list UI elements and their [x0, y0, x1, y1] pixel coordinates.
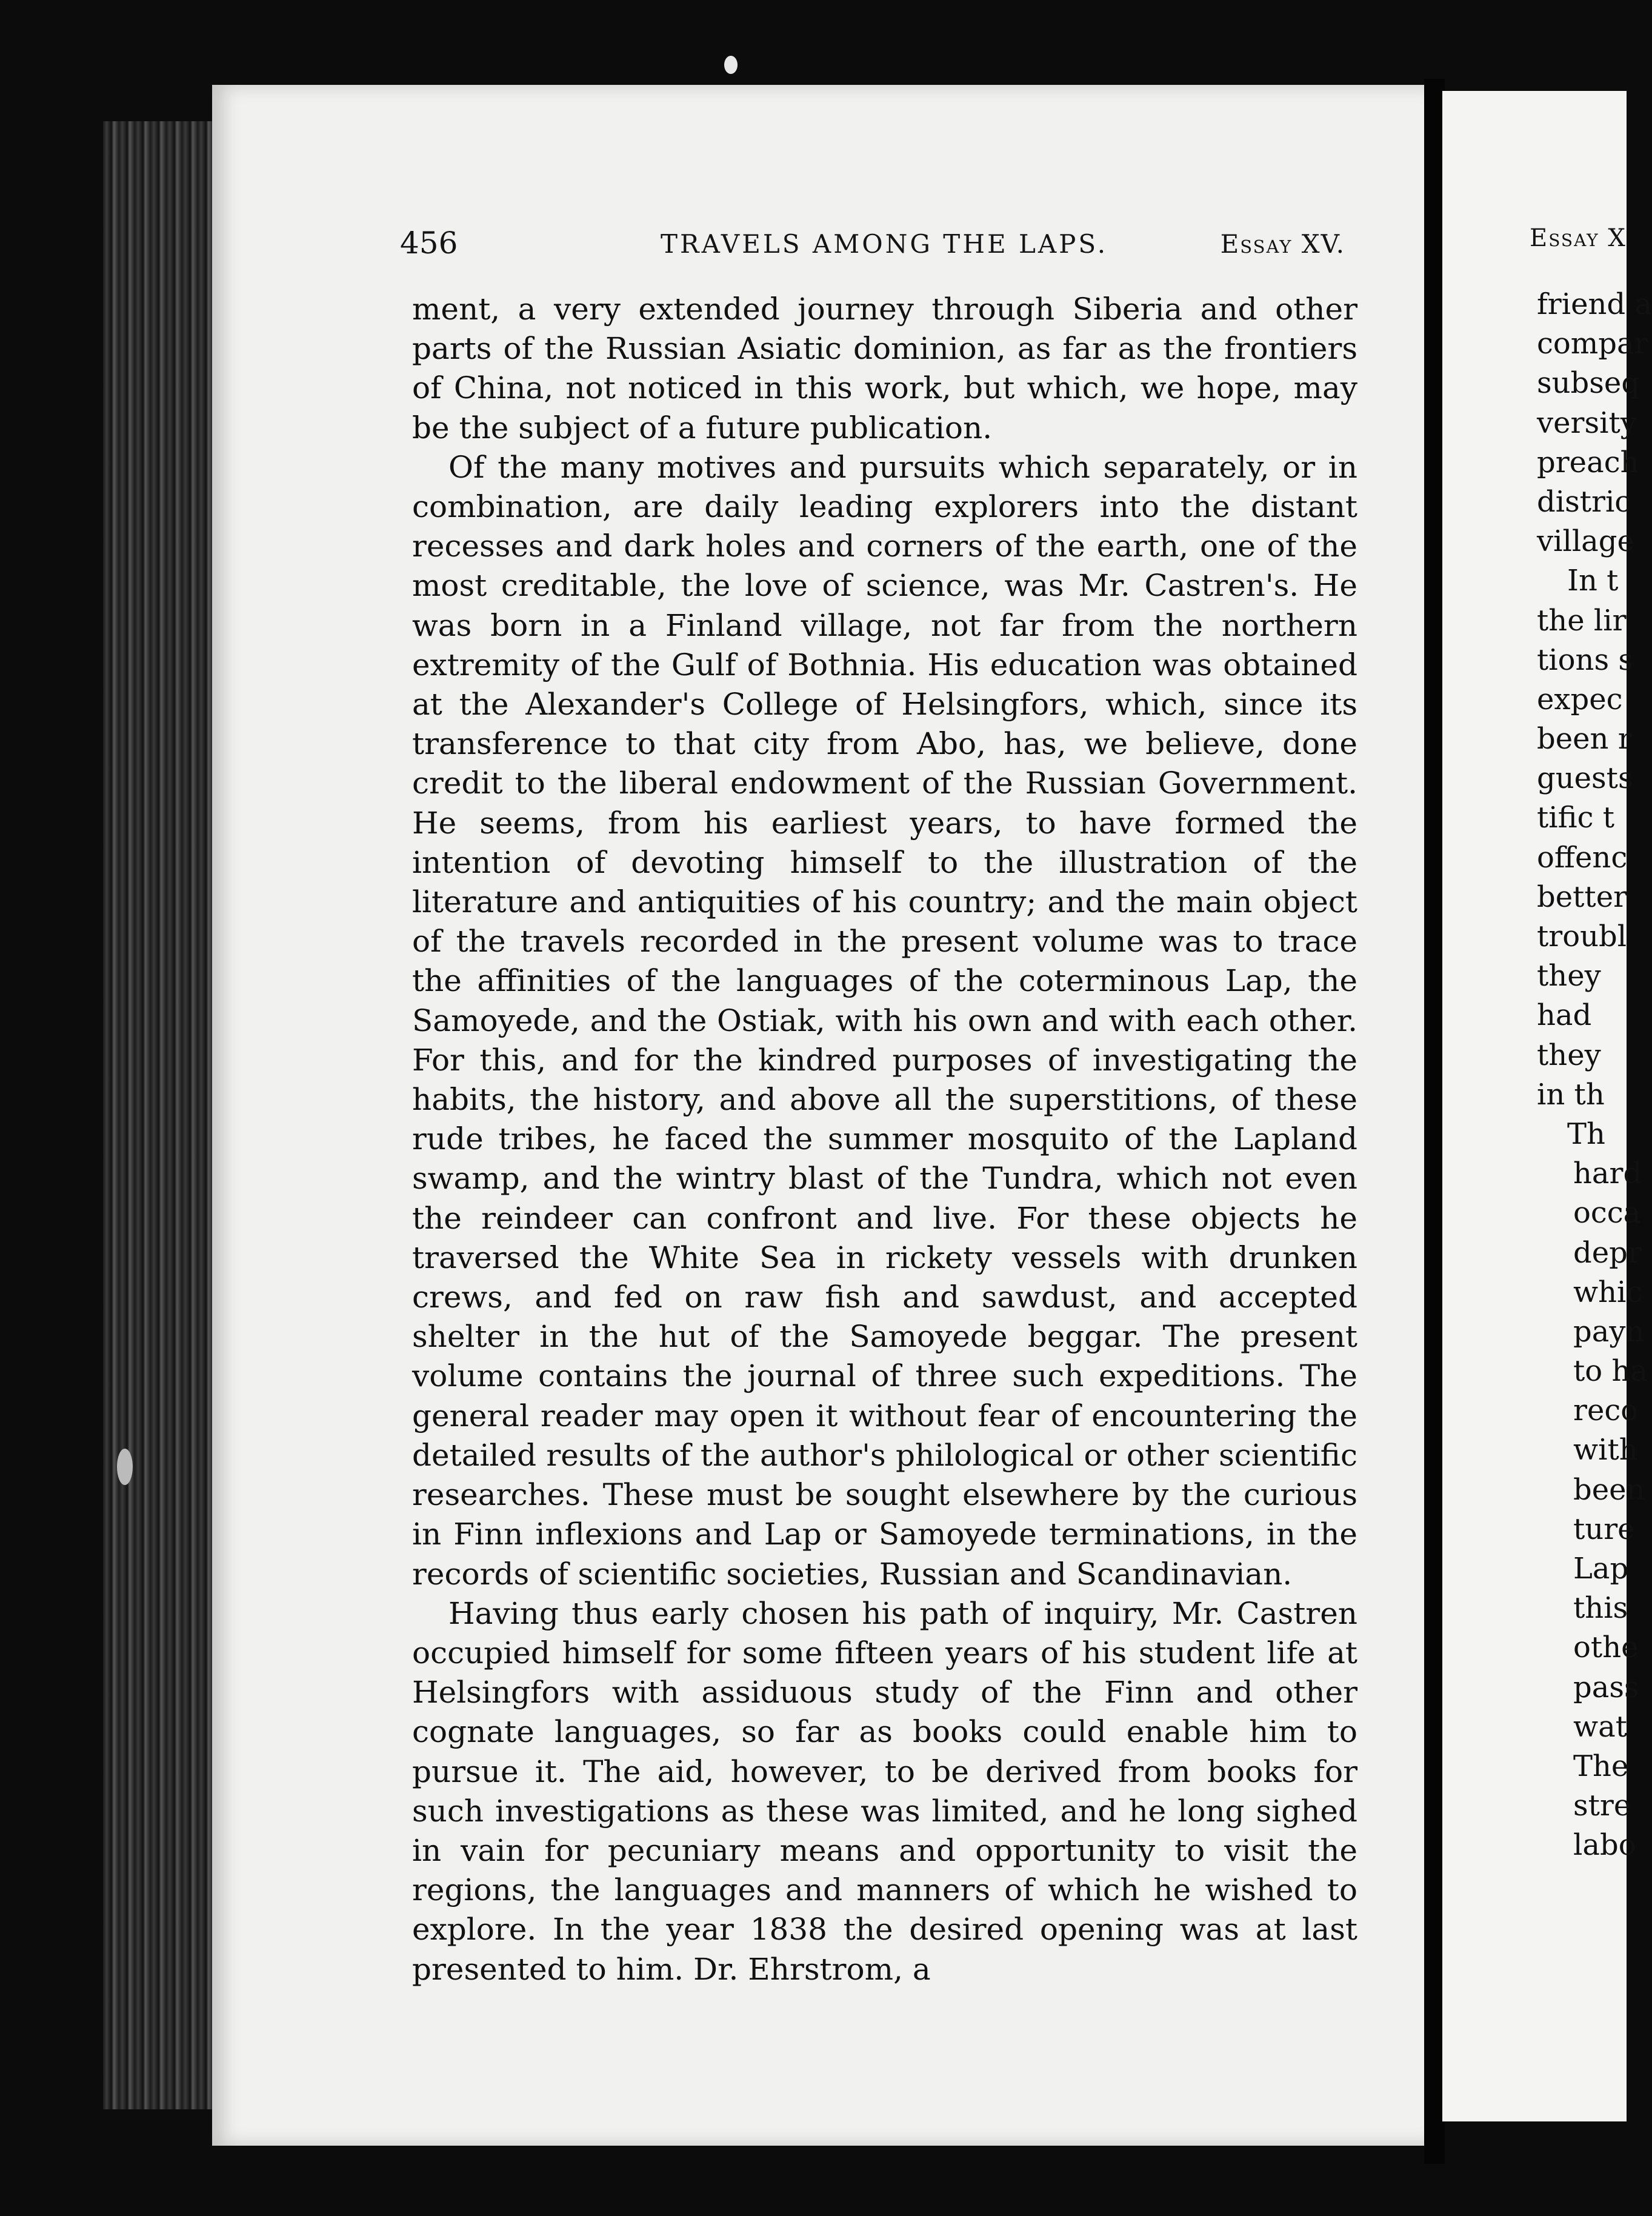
right-line: othe	[1573, 1630, 1639, 1665]
right-line: tions s	[1537, 642, 1633, 677]
right-line: tific t	[1537, 801, 1615, 835]
dust-speck	[724, 56, 738, 74]
right-line: village	[1537, 524, 1634, 559]
right-line: versity	[1537, 405, 1637, 440]
body-text	[412, 290, 1357, 1989]
right-line: they	[1537, 1038, 1601, 1072]
right-line: been	[1573, 1472, 1645, 1507]
right-line: pass	[1573, 1670, 1639, 1704]
binding-mark	[117, 1449, 133, 1485]
essay-label: Essay XV.	[1220, 229, 1345, 259]
paragraph-3: Having thus early chosen his path of inquiry, Mr. Castren occupied himself for some fifteen years of his student life at Helsingfors with assiduous study of the Finn and other cognate languages, so far as books could enable him to pursue it. The aid, however, to be derived from books for such investigations as these was limited, and he long sighed in vain for pecuniary means and opportunity to visit the regions, the languages and manners of which he wished to explore. In the year 1838 the desired opening was at last presented to him. Dr. Ehrstrom, a	[412, 1595, 1357, 1987]
right-line: troubl	[1537, 919, 1627, 953]
right-line: The	[1573, 1749, 1629, 1783]
right-line: reco	[1573, 1393, 1639, 1428]
right-line: payn	[1573, 1314, 1645, 1349]
right-line: they	[1537, 959, 1601, 993]
right-line: guests	[1537, 761, 1633, 796]
right-page-header: Essay X	[1530, 224, 1627, 252]
page-gutter	[1424, 79, 1445, 2164]
right-line: In t	[1567, 564, 1619, 598]
right-line: compar	[1537, 327, 1648, 361]
right-line: in th	[1537, 1077, 1605, 1112]
right-line: Th	[1567, 1116, 1605, 1151]
right-line: ture	[1573, 1512, 1635, 1546]
right-line: occa	[1573, 1196, 1641, 1230]
page-number: 456	[400, 225, 458, 261]
page-header	[400, 225, 1345, 268]
right-line: expec	[1537, 682, 1623, 716]
right-line: labo	[1573, 1828, 1636, 1863]
paragraph-2: Of the many motives and pursuits which separately, or in combination, are daily leading explorers into the distant recesses and dark holes and corners of the earth, one of the most creditable, the love of science, was Mr. Castren's. He was born in a Finland village, not far from the northern extremity of the Gulf of Bothnia. His education was obtained at the Alexander's College of Helsingfors, which, since its transference to that city from Abo, has, we believe, done credit to the liberal endowment of the Russian Government. He seems, from his earliest years, to have formed the intention of devoting himself to the illustration of the literature and antiquities of his country; and the main object of the travels recorded in the present volume was to trace the affinities of the languages of the coterminous Lap, the Samoyede, and the Ostiak, with his own and with each other. For this, and for the kindred purposes of investigating the habits, the history, and above all the superstitions, of these rude tribes, he faced the summer mosquito of the Lapland swamp, and the wintry blast of the Tundra, which not even the reindeer can confront and live. For these objects he traversed the White Sea in rickety vessels with drunken crews, and fed on raw fish and sawdust, and accepted shelter in the hut of the Samoyede beggar. The present volume contains the journal of three such expeditions. The general reader may open it without fear of encountering the detailed results of the author's philological or other scientific researches. These must be sought elsewhere by the curious in Finn inflexions and Lap or Samoyede terminations, in the records of scientific societies, Russian and Scandinavian.	[412, 449, 1357, 1592]
paragraph-1: ment, a very extended journey through Siberia and other parts of the Russian Asiatic dominion, as far as the frontiers of China, not noticed in this work, but which, we hope, may be the subject of a future publication.	[412, 292, 1357, 446]
right-line: wat	[1573, 1709, 1627, 1744]
right-line: subseq	[1537, 366, 1640, 401]
right-line: the lir	[1537, 603, 1627, 638]
right-line: offenc	[1537, 840, 1628, 875]
book-binding-edge	[103, 121, 218, 2109]
right-page-text	[1537, 285, 1652, 1866]
right-line: distric	[1537, 484, 1631, 519]
right-line: stre	[1573, 1789, 1631, 1823]
right-line: friend a	[1537, 287, 1652, 321]
right-line: preach	[1537, 445, 1639, 479]
running-title: TRAVELS AMONG THE LAPS.	[661, 229, 1108, 259]
right-line: Lap	[1573, 1552, 1629, 1586]
right-line: this	[1573, 1591, 1628, 1626]
right-line: had	[1537, 998, 1592, 1033]
right-line: hard	[1573, 1156, 1642, 1191]
right-line: with	[1573, 1433, 1638, 1467]
right-line: to ha	[1573, 1354, 1648, 1389]
right-line: better	[1537, 879, 1628, 914]
right-line: depr	[1573, 1235, 1642, 1270]
right-line: whic	[1573, 1275, 1643, 1309]
right-line: been r	[1537, 722, 1632, 756]
